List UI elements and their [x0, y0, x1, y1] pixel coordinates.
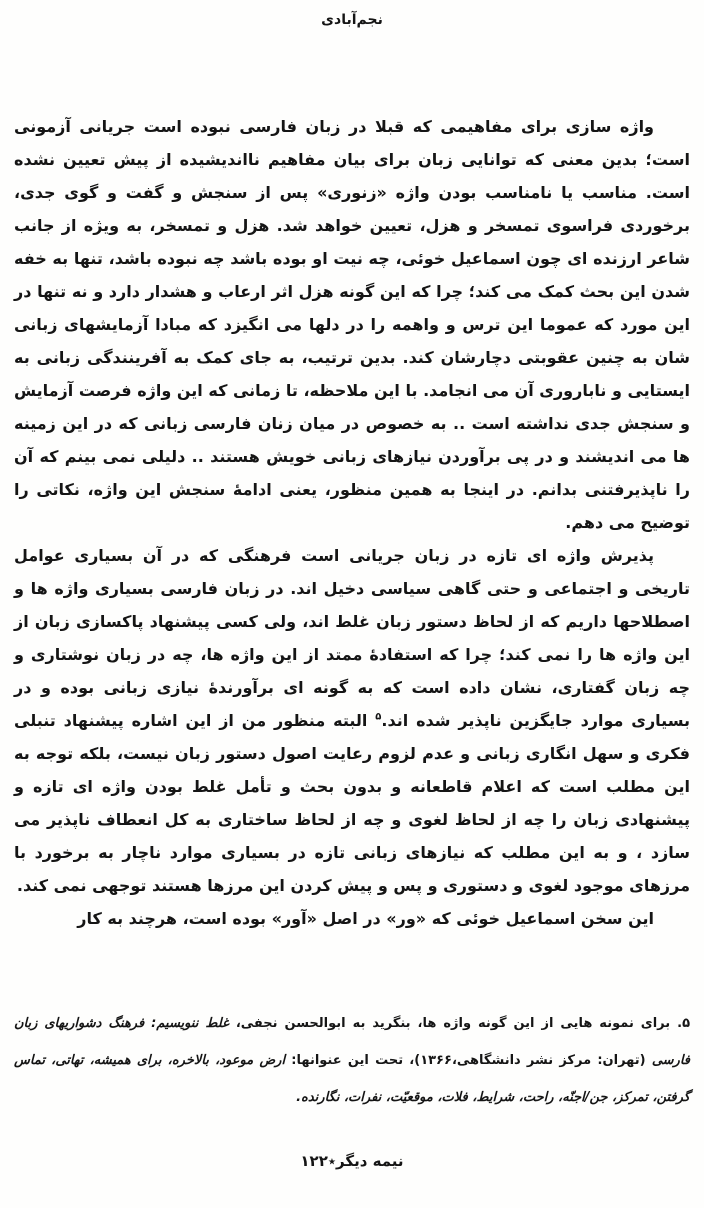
text-run: این سخن اسماعیل خوئی که «ور» در اصل «آور» بوده است، هرچند به کار [77, 909, 654, 928]
body-paragraph [14, 110, 690, 539]
cited-title-text: ارض موعود، بالاخره، برای همیشه، تهاتی، تماس گرفتن، تمرکز، جن/اجنّه، راحت، شرایط، فلات، موقعیّت، نفرات، نگارنده. [14, 1053, 690, 1105]
text-run: (تهران: مرکز نشر دانشگاهی،۱۳۶۶)، تحت این عنوانها: [285, 1053, 652, 1068]
text-run: واژه سازی برای مفاهیمی که قبلا در زبان فارسی نبوده است جریانی آزمونی است؛ بدین معنی که توانایی زبان برای بیان مفاهیم نااندیشیده از پیش تعیین نشده است. مناسب یا نامناسب بودن واژه «زنوری» پس از سنجش و گفت و گوی جدی، برخوردی فراسوی تمسخر و هزل، تعیین خواهد شد. هزل و تمسخر، به ویژه از جانب شاعر ارزنده ای چون اسماعیل خوئی، چه نیت او بوده باشد چه نبوده باشد، تنها به خفه شدن این بحث کمک می کند؛ چرا که این گونه هزل اثر ارعاب و هشدار دارد و نه تنها در این مورد که عموما این ترس و واهمه را در دلها می انگیزد که مبادا آزمایشهای زبانی شان به چنین عقوبتی دچارشان کند. بدین ترتیب، به جای کمک به آفرینندگی زبانی به ایستایی و ناباروری آن می انجامد. با این ملاحظه، تا زمانی که این واژه فرصت آزمایش و سنجش جدی نداشته است .. به خصوص در میان زنان فارسی زبانی که در این زمینه ها می اندیشند و در پی برآوردن نیازهای زبانی خویش هستند .. دلیلی نمی بینم که آن را ناپذیرفتنی بدانم. در اینجا به همین منظور، یعنی ادامهٔ سنجش این واژه، نکاتی را توضیح می دهم. [14, 117, 690, 532]
article-body [14, 110, 690, 935]
body-paragraph [14, 539, 690, 902]
text-run: پذیرش واژه ای تازه در زبان جریانی است فرهنگی که در آن بسیاری عوامل تاریخی و اجتماعی و حتی گاهی سیاسی دخیل اند. در زبان فارسی بسیاری واژه ها و اصطلاحها داریم که از لحاظ دستور زبان غلط اند، ولی کسی پیشنهاد پاکسازی زبان از این واژه ها را نمی کند؛ چرا که استفادهٔ ممتد از این واژه ها، چه در زبان نوشتاری و چه زبان گفتاری، نشان داده است که به گونه ای برآورندهٔ نیازی زبانی بوده و در بسیاری موارد جایگزین ناپذیر شده اند. [14, 546, 690, 730]
page-footer-journal-pagenumber: نیمه دیگر٭۱۲۲ [300, 1152, 404, 1170]
cited-title-text: غلط ننویسیم: فرهنگ دشواریهای زبان فارسی [14, 1016, 690, 1068]
footnote-marker: ۵ [375, 711, 382, 723]
text-run: البته منظور من از این اشاره پیشنهاد تنبلی فکری و سهل انگاری زبانی و عدم لزوم رعایت اصول دستور زبان نیست، بلکه توجه به این مطلب است که اعلام قاطعانه و بدون بحث و تأمل غلط بودن واژه ای تازه و پیشنهادی زبان را چه از لحاظ لغوی و چه از لحاظ ساختاری به کل انعطاف ناپذیر می سازد ، و به این مطلب که نیازهای زبانی تازه در بسیاری موارد ناچار به برخورد با مرزهای موجود لغوی و دستوری و پس و پیش کردن این مرزها هستند توجهی نمی کند. [14, 711, 690, 895]
footnote-block [14, 1005, 690, 1116]
text-run: ۵. برای نمونه هایی از این گونه واژه ها، بنگرید به ابوالحسن نجفی، [228, 1016, 690, 1031]
page-header-author: نجم‌آبادی [321, 12, 383, 28]
body-paragraph [14, 902, 690, 935]
